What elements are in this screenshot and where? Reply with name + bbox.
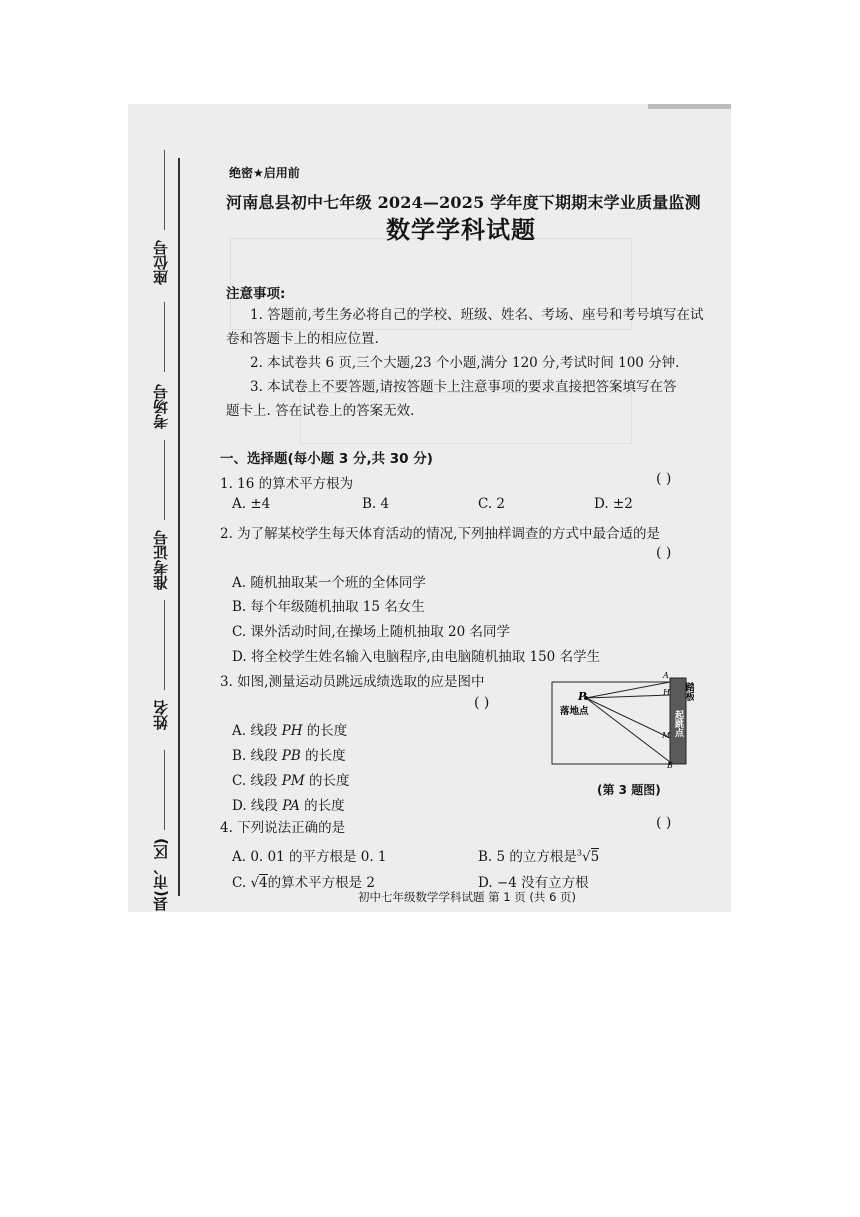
q3-option-b-var: PB <box>281 748 301 764</box>
answer-parentheses: ( ) <box>474 695 490 711</box>
room-blank-line <box>164 302 165 372</box>
secret-label: 绝密★启用前 <box>229 166 300 180</box>
q3-option-b-suffix: 的长度 <box>300 748 346 764</box>
q4-option-a: A. 0. 01 的平方根是 0. 1 <box>232 849 387 865</box>
q3-option-d-var: PA <box>282 798 300 814</box>
radical-icon: √ <box>581 849 591 865</box>
notice-heading: 注意事项: <box>226 286 286 302</box>
radical-icon: √ <box>250 875 260 891</box>
q3-option-a-suffix: 的长度 <box>302 723 348 739</box>
q3-option-a-text: A. 线段 <box>232 723 282 739</box>
landing-point-label: 落地点 <box>560 706 589 717</box>
board-label: 踏板 <box>683 682 694 701</box>
answer-parentheses: ( ) <box>656 815 672 831</box>
q4-option-c-text: 的算术平方根是 2 <box>267 875 376 891</box>
ticket-label: 准考证号 <box>152 530 170 590</box>
q3-option-a <box>232 719 347 739</box>
name-label: 姓名 <box>152 700 170 730</box>
answer-parentheses: ( ) <box>656 471 672 487</box>
q3-option-b-text: B. 线段 <box>232 748 282 764</box>
room-label: 考场号 <box>152 384 170 429</box>
point-h-label: H <box>663 688 670 697</box>
seat-blank-line <box>164 150 165 230</box>
q3-option-b <box>232 744 346 764</box>
q3-option-c <box>232 769 349 789</box>
question-4-stem: 4. 下列说法正确的是 <box>220 820 346 836</box>
q4-option-b-text: B. 5 的立方根是 <box>478 849 577 865</box>
q4-option-b-radicand: 5 <box>590 849 600 865</box>
q4-option-c-prefix: C. <box>232 875 251 891</box>
q4-option-c <box>232 871 375 891</box>
q3-option-c-var: PM <box>281 773 305 789</box>
ticket-blank-line <box>164 440 165 520</box>
question-1-stem: 1. 16 的算术平方根为 <box>220 476 354 492</box>
long-jump-figure <box>550 668 694 770</box>
q3-option-d-suffix: 的长度 <box>299 798 345 814</box>
notice-item-3-line-2: 题卡上. 答在试卷上的答案无效. <box>226 403 415 419</box>
segment-pm <box>586 698 670 738</box>
q4-option-c-radicand: 4 <box>259 875 268 891</box>
subject-title: 数学学科试题 <box>386 216 536 244</box>
q1-option-b: B. 4 <box>362 496 390 512</box>
q3-option-c-suffix: 的长度 <box>304 773 350 789</box>
county-blank-line <box>164 750 165 830</box>
notice-item-1-line-1: 1. 答题前,考生务必将自己的学校、班级、姓名、考场、座号和考号填写在试 <box>250 307 704 323</box>
exam-title: 河南息县初中七年级 2024—2025 学年度下期期末学业质量监测 <box>226 193 701 212</box>
county-label: 县(市、区) <box>152 838 170 912</box>
jump-point-label: 起跳点 <box>673 710 683 737</box>
point-m-label: M <box>662 731 671 740</box>
notice-item-2: 2. 本试卷共 6 页,三个大题,23 个小题,满分 120 分,考试时间 100 分钟. <box>250 355 680 371</box>
q2-option-b: B. 每个年级随机抽取 15 名女生 <box>232 599 425 615</box>
figure-caption: (第 3 题图) <box>597 783 661 797</box>
point-p-label: P <box>578 690 587 703</box>
segment-pb <box>586 698 670 762</box>
q4-option-d: D. −4 没有立方根 <box>478 875 589 891</box>
q3-option-d-text: D. 线段 <box>232 798 283 814</box>
q4-option-b <box>478 845 599 865</box>
answer-parentheses: ( ) <box>656 545 672 561</box>
question-3-stem: 3. 如图,测量运动员跳远成绩选取的应是图中 <box>220 674 485 690</box>
q2-option-d: D. 将全校学生姓名输入电脑程序,由电脑随机抽取 150 名学生 <box>232 649 601 665</box>
name-blank-line <box>164 600 165 690</box>
sandpit-outline <box>552 682 670 764</box>
page-edge-shadow <box>648 104 731 109</box>
q3-option-c-text: C. 线段 <box>232 773 282 789</box>
point-a-label: A <box>663 671 669 680</box>
q1-option-c: C. 2 <box>478 496 506 512</box>
q1-option-d: D. ±2 <box>594 496 633 512</box>
q3-option-a-var: PH <box>281 723 303 739</box>
q2-option-c: C. 课外活动时间,在操场上随机抽取 20 名同学 <box>232 624 510 640</box>
notice-item-1-line-2: 卷和答题卡上的相应位置. <box>226 331 379 347</box>
page-footer: 初中七年级数学学科试题 第 1 页 (共 6 页) <box>358 890 577 904</box>
notice-item-3-line-1: 3. 本试卷上不要答题,请按答题卡上注意事项的要求直接把答案填写在答 <box>250 379 677 395</box>
q1-option-a: A. ±4 <box>232 496 271 512</box>
q2-option-a: A. 随机抽取某一个班的全体同学 <box>232 575 426 591</box>
binding-line <box>178 158 180 896</box>
cube-root-index: 3 <box>576 848 582 858</box>
seat-label: 座位号 <box>152 240 170 285</box>
section-heading: 一、选择题(每小题 3 分,共 30 分) <box>220 451 433 467</box>
point-b-label: B <box>667 761 673 770</box>
question-2-stem: 2. 为了解某校学生每天体育活动的情况,下列抽样调查的方式中最合适的是 <box>220 526 660 542</box>
q3-option-d <box>232 794 345 814</box>
